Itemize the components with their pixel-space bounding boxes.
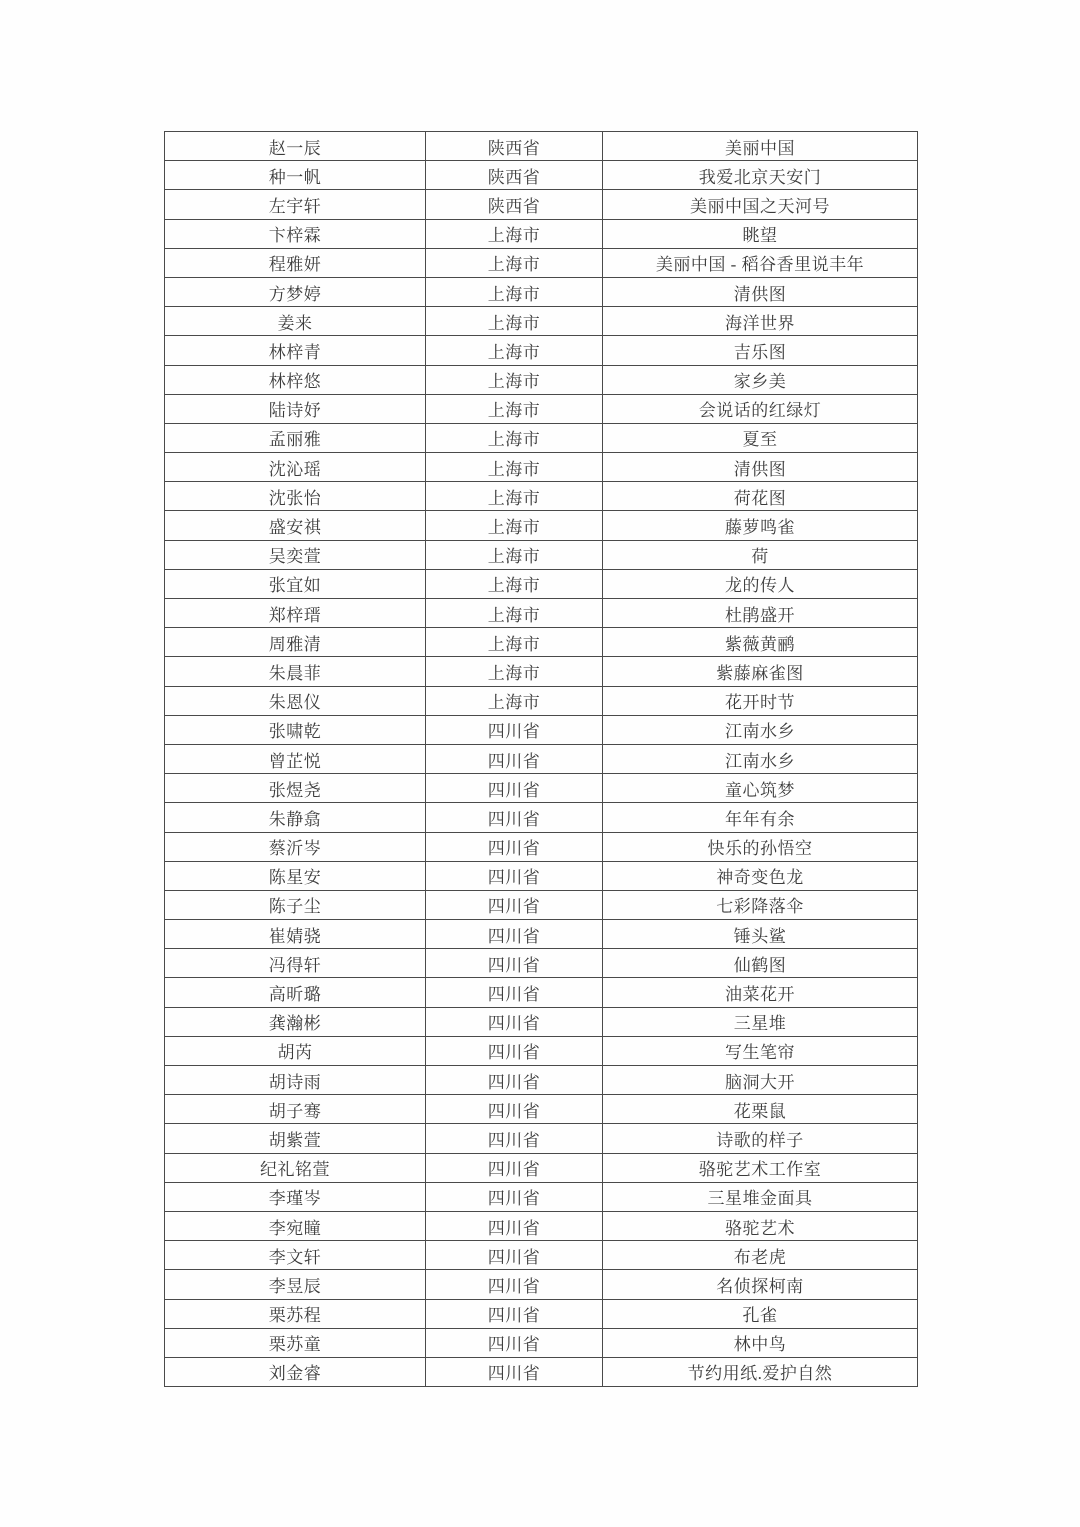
cell-name: 张宜如 — [165, 569, 426, 598]
table-row — [165, 511, 918, 540]
table-row — [165, 336, 918, 365]
cell-province: 四川省 — [426, 1328, 603, 1357]
cell-artwork: 七彩降落伞 — [603, 890, 918, 919]
cell-artwork: 神奇变色龙 — [603, 861, 918, 890]
cell-name: 卞梓霖 — [165, 219, 426, 248]
cell-province: 四川省 — [426, 1299, 603, 1328]
cell-artwork: 名侦探柯南 — [603, 1270, 918, 1299]
cell-province: 四川省 — [426, 1153, 603, 1182]
cell-province: 四川省 — [426, 861, 603, 890]
table-row — [165, 277, 918, 306]
cell-province: 四川省 — [426, 1066, 603, 1095]
cell-province: 四川省 — [426, 920, 603, 949]
cell-name: 朱恩仪 — [165, 686, 426, 715]
table-row — [165, 190, 918, 219]
cell-artwork: 锤头鲨 — [603, 920, 918, 949]
table-row — [165, 248, 918, 277]
cell-province: 上海市 — [426, 569, 603, 598]
cell-name: 林梓悠 — [165, 365, 426, 394]
cell-name: 龚瀚彬 — [165, 1007, 426, 1036]
cell-artwork: 诗歌的样子 — [603, 1124, 918, 1153]
table-body — [165, 132, 918, 1387]
cell-artwork: 会说话的红绿灯 — [603, 394, 918, 423]
cell-artwork: 快乐的孙悟空 — [603, 832, 918, 861]
cell-province: 四川省 — [426, 1182, 603, 1211]
cell-name: 赵一辰 — [165, 132, 426, 161]
table-row — [165, 978, 918, 1007]
cell-artwork: 花开时节 — [603, 686, 918, 715]
cell-province: 上海市 — [426, 657, 603, 686]
cell-province: 上海市 — [426, 540, 603, 569]
cell-artwork: 油菜花开 — [603, 978, 918, 1007]
cell-name: 胡紫萱 — [165, 1124, 426, 1153]
table-row — [165, 482, 918, 511]
cell-name: 朱晨菲 — [165, 657, 426, 686]
cell-name: 陈星安 — [165, 861, 426, 890]
cell-province: 上海市 — [426, 248, 603, 277]
cell-artwork: 吉乐图 — [603, 336, 918, 365]
table-row — [165, 365, 918, 394]
table-row — [165, 1270, 918, 1299]
table-row — [165, 307, 918, 336]
cell-artwork: 骆驼艺术 — [603, 1211, 918, 1240]
table-row — [165, 1007, 918, 1036]
cell-artwork: 我爱北京天安门 — [603, 161, 918, 190]
table-row — [165, 1095, 918, 1124]
cell-artwork: 林中鸟 — [603, 1328, 918, 1357]
cell-province: 上海市 — [426, 365, 603, 394]
cell-province: 四川省 — [426, 803, 603, 832]
table-row — [165, 890, 918, 919]
cell-province: 上海市 — [426, 336, 603, 365]
cell-province: 上海市 — [426, 511, 603, 540]
cell-province: 上海市 — [426, 686, 603, 715]
cell-artwork: 藤萝鸣雀 — [603, 511, 918, 540]
table-row — [165, 540, 918, 569]
cell-name: 冯得轩 — [165, 949, 426, 978]
cell-province: 四川省 — [426, 1124, 603, 1153]
table-row — [165, 1299, 918, 1328]
cell-artwork: 脑洞大开 — [603, 1066, 918, 1095]
cell-province: 上海市 — [426, 628, 603, 657]
cell-name: 朱静翕 — [165, 803, 426, 832]
cell-province: 四川省 — [426, 1007, 603, 1036]
cell-artwork: 节约用纸.爱护自然 — [603, 1357, 918, 1386]
cell-artwork: 美丽中国 - 稻谷香里说丰年 — [603, 248, 918, 277]
cell-name: 蔡沂岑 — [165, 832, 426, 861]
cell-name: 吴奕萱 — [165, 540, 426, 569]
table-row — [165, 423, 918, 452]
cell-artwork: 清供图 — [603, 453, 918, 482]
cell-province: 上海市 — [426, 277, 603, 306]
cell-name: 胡芮 — [165, 1036, 426, 1065]
cell-artwork: 花栗鼠 — [603, 1095, 918, 1124]
cell-artwork: 清供图 — [603, 277, 918, 306]
cell-province: 四川省 — [426, 1241, 603, 1270]
cell-name: 高昕璐 — [165, 978, 426, 1007]
cell-artwork: 杜鹃盛开 — [603, 599, 918, 628]
cell-name: 林梓青 — [165, 336, 426, 365]
cell-artwork: 年年有余 — [603, 803, 918, 832]
cell-artwork: 荷 — [603, 540, 918, 569]
cell-name: 陆诗妤 — [165, 394, 426, 423]
cell-name: 郑梓瑨 — [165, 599, 426, 628]
cell-name: 陈子尘 — [165, 890, 426, 919]
table-row — [165, 1357, 918, 1386]
cell-name: 张煜尧 — [165, 774, 426, 803]
cell-name: 沈沁瑶 — [165, 453, 426, 482]
table-row — [165, 744, 918, 773]
cell-province: 四川省 — [426, 1357, 603, 1386]
cell-artwork: 三星堆金面具 — [603, 1182, 918, 1211]
table-row — [165, 628, 918, 657]
cell-artwork: 家乡美 — [603, 365, 918, 394]
table-row — [165, 219, 918, 248]
cell-province: 上海市 — [426, 599, 603, 628]
cell-province: 四川省 — [426, 1036, 603, 1065]
cell-name: 孟丽雅 — [165, 423, 426, 452]
table-row — [165, 657, 918, 686]
table-row — [165, 132, 918, 161]
cell-name: 胡子骞 — [165, 1095, 426, 1124]
cell-artwork: 布老虎 — [603, 1241, 918, 1270]
cell-name: 姜来 — [165, 307, 426, 336]
cell-artwork: 写生笔帘 — [603, 1036, 918, 1065]
cell-name: 纪礼铭萱 — [165, 1153, 426, 1182]
cell-province: 上海市 — [426, 219, 603, 248]
table-row — [165, 569, 918, 598]
cell-province: 四川省 — [426, 774, 603, 803]
cell-province: 四川省 — [426, 978, 603, 1007]
cell-artwork: 荷花图 — [603, 482, 918, 511]
cell-name: 李文轩 — [165, 1241, 426, 1270]
cell-name: 李宛瞳 — [165, 1211, 426, 1240]
cell-artwork: 骆驼艺术工作室 — [603, 1153, 918, 1182]
cell-province: 四川省 — [426, 1211, 603, 1240]
cell-name: 栗苏程 — [165, 1299, 426, 1328]
table-row — [165, 1241, 918, 1270]
roster-table — [164, 131, 918, 1387]
cell-name: 方梦婷 — [165, 277, 426, 306]
cell-province: 陕西省 — [426, 190, 603, 219]
table-row — [165, 453, 918, 482]
cell-name: 周雅清 — [165, 628, 426, 657]
table-row — [165, 715, 918, 744]
table-row — [165, 161, 918, 190]
cell-province: 陕西省 — [426, 132, 603, 161]
cell-artwork: 仙鹤图 — [603, 949, 918, 978]
table-row — [165, 861, 918, 890]
cell-artwork: 美丽中国之天河号 — [603, 190, 918, 219]
table-row — [165, 949, 918, 978]
cell-province: 上海市 — [426, 423, 603, 452]
cell-artwork: 童心筑梦 — [603, 774, 918, 803]
cell-name: 李瑾岑 — [165, 1182, 426, 1211]
cell-province: 四川省 — [426, 715, 603, 744]
table-row — [165, 1211, 918, 1240]
cell-artwork: 孔雀 — [603, 1299, 918, 1328]
table-row — [165, 1036, 918, 1065]
cell-name: 张啸乾 — [165, 715, 426, 744]
cell-province: 四川省 — [426, 1095, 603, 1124]
cell-province: 四川省 — [426, 744, 603, 773]
table-row — [165, 1182, 918, 1211]
cell-province: 四川省 — [426, 832, 603, 861]
cell-province: 四川省 — [426, 1270, 603, 1299]
table-row — [165, 599, 918, 628]
cell-name: 崔婧骁 — [165, 920, 426, 949]
cell-name: 沈张怡 — [165, 482, 426, 511]
cell-name: 种一帆 — [165, 161, 426, 190]
cell-province: 上海市 — [426, 307, 603, 336]
cell-province: 上海市 — [426, 453, 603, 482]
cell-artwork: 夏至 — [603, 423, 918, 452]
cell-artwork: 江南水乡 — [603, 744, 918, 773]
table-row — [165, 686, 918, 715]
cell-name: 胡诗雨 — [165, 1066, 426, 1095]
table-row — [165, 832, 918, 861]
cell-province: 四川省 — [426, 890, 603, 919]
table-row — [165, 774, 918, 803]
cell-name: 左宇轩 — [165, 190, 426, 219]
cell-name: 曾芷悦 — [165, 744, 426, 773]
table-row — [165, 1066, 918, 1095]
cell-name: 栗苏童 — [165, 1328, 426, 1357]
cell-artwork: 三星堆 — [603, 1007, 918, 1036]
cell-name: 李昱辰 — [165, 1270, 426, 1299]
cell-artwork: 眺望 — [603, 219, 918, 248]
table-row — [165, 1153, 918, 1182]
cell-province: 陕西省 — [426, 161, 603, 190]
cell-province: 上海市 — [426, 482, 603, 511]
table-row — [165, 1124, 918, 1153]
cell-province: 上海市 — [426, 394, 603, 423]
cell-name: 盛安祺 — [165, 511, 426, 540]
cell-artwork: 紫藤麻雀图 — [603, 657, 918, 686]
cell-name: 刘金睿 — [165, 1357, 426, 1386]
cell-artwork: 美丽中国 — [603, 132, 918, 161]
table-row — [165, 803, 918, 832]
table-row — [165, 1328, 918, 1357]
cell-name: 程雅妍 — [165, 248, 426, 277]
cell-province: 四川省 — [426, 949, 603, 978]
table-row — [165, 920, 918, 949]
table-row — [165, 394, 918, 423]
cell-artwork: 龙的传人 — [603, 569, 918, 598]
cell-artwork: 海洋世界 — [603, 307, 918, 336]
cell-artwork: 江南水乡 — [603, 715, 918, 744]
cell-artwork: 紫薇黄鹂 — [603, 628, 918, 657]
